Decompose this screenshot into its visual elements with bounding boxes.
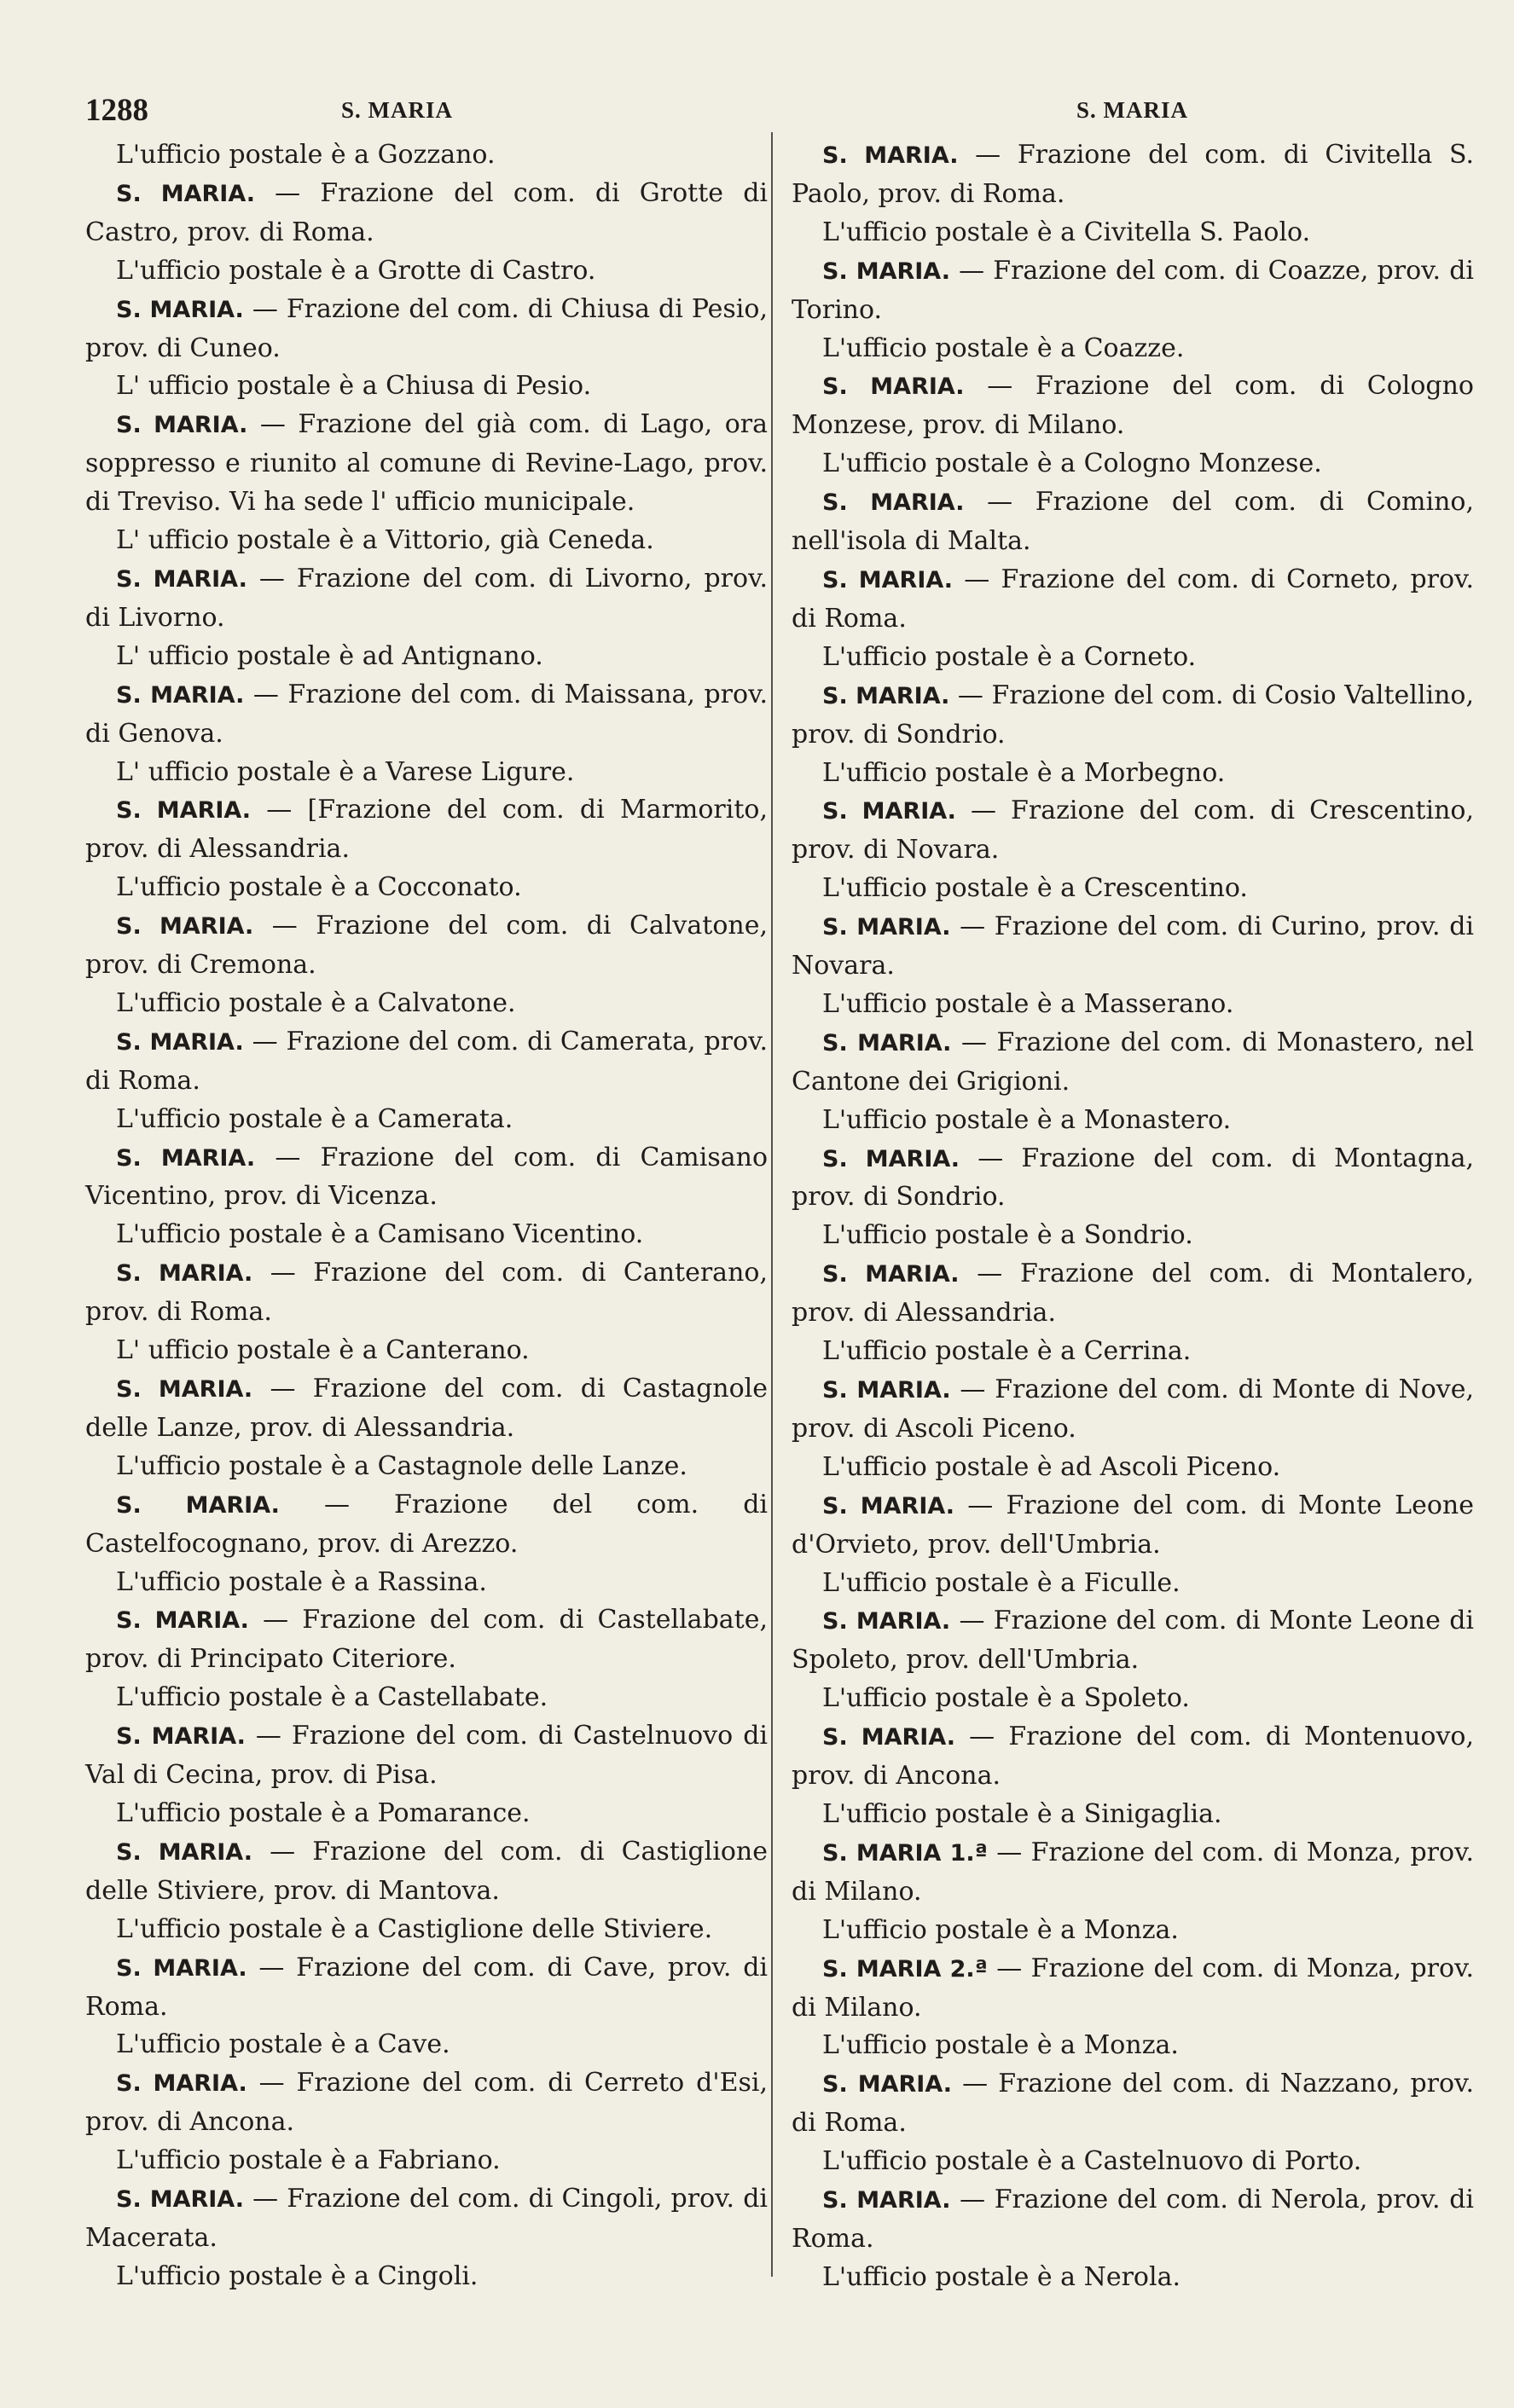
entry-heading: S. MARIA. xyxy=(116,1491,280,1519)
gazetteer-entry xyxy=(792,1371,1474,1449)
entry-text: — Frazione del com. di Monte di Nove, prov. di Ascoli Piceno. xyxy=(792,1375,1475,1444)
postal-office-note: L'ufficio postale è a Castellabate. xyxy=(116,1682,548,1713)
postal-office-note: L'ufficio postale è a Cocconato. xyxy=(116,872,522,903)
gazetteer-entry xyxy=(792,483,1474,561)
entry-text: — Frazione del com. di Castelnuovo di Val di Cecina, prov. di Pisa. xyxy=(85,1721,769,1791)
postal-office-note: L'ufficio postale è a Corneto. xyxy=(822,641,1197,672)
left-column xyxy=(85,136,768,2296)
postal-office-note: L'ufficio postale è a Castiglione delle Stiviere. xyxy=(116,1913,713,1944)
entry-text: — Frazione del com. di Curino, prov. di Novara. xyxy=(792,912,1474,981)
postal-office-note: L'ufficio postale è a Monastero. xyxy=(822,1104,1232,1135)
postal-office-note: L' ufficio postale è a Varese Ligure. xyxy=(116,756,575,787)
right-column xyxy=(792,136,1474,2297)
postal-office-note: L'ufficio postale è a Calvatone. xyxy=(116,987,516,1018)
entry-text: — Frazione del com. di Castelfocognano, prov. di Arezzo. xyxy=(85,1489,768,1559)
gazetteer-entry xyxy=(85,1486,768,1564)
postal-office-note: L'ufficio postale è a Cologno Monzese. xyxy=(822,449,1322,479)
postal-office-note: L' ufficio postale è a Canterano. xyxy=(116,1335,530,1366)
entry-text: — Frazione del com. di Montalero, prov. di Alessandria. xyxy=(792,1259,1474,1328)
gazetteer-entry xyxy=(792,908,1474,986)
gazetteer-entry xyxy=(792,1487,1474,1565)
entry-heading: S. MARIA. xyxy=(822,373,965,401)
entry-text: — Frazione del com. di Monte Leone d'Orvieto, prov. dell'Umbria. xyxy=(792,1490,1474,1560)
postal-office-note: L'ufficio postale è a Castagnole delle Lanze. xyxy=(116,1450,687,1481)
entry-heading: S. MARIA. xyxy=(116,1607,249,1635)
page-number: 1288 xyxy=(85,93,148,128)
entry-text: — Frazione del com. di Cerreto d'Esi, prov. di Ancona. xyxy=(85,2068,768,2138)
page-header xyxy=(0,92,1514,135)
entry-text: — Frazione del com. di Cosio Valtellino, prov. di Sondrio. xyxy=(792,680,1474,750)
gazetteer-entry xyxy=(792,1834,1474,1912)
postal-office-note: L'ufficio postale è a Morbegno. xyxy=(822,757,1226,788)
entry-text: — Frazione del com. di Cingoli, prov. di Macerata. xyxy=(85,2184,769,2253)
postal-office-note: L'ufficio postale è a Spoleto. xyxy=(822,1683,1190,1714)
gazetteer-entry xyxy=(85,1023,768,1101)
postal-office-note: L'ufficio postale è a Monza. xyxy=(822,2030,1179,2061)
gazetteer-entry xyxy=(85,907,768,985)
entry-heading: S. MARIA. xyxy=(116,1376,253,1403)
entry-heading: S. MARIA. xyxy=(822,914,951,941)
gazetteer-entry xyxy=(85,1717,768,1795)
entry-text: — Frazione del com. di Comino, nell'isola di Malta. xyxy=(792,487,1474,557)
entry-heading: S. MARIA. xyxy=(822,489,965,517)
entry-heading: S. MARIA. xyxy=(822,1029,952,1056)
running-head-left: S. MARIA xyxy=(341,97,454,123)
postal-office-note: L'ufficio postale è a Sinigaglia. xyxy=(822,1798,1222,1829)
entry-heading: S. MARIA 2.ª xyxy=(822,1955,988,1983)
gazetteer-entry xyxy=(85,175,768,252)
entry-text: — Frazione del com. di Cave, prov. di Roma. xyxy=(85,1952,769,2022)
entry-text: — Frazione del com. di Crescentino, prov. di Novara. xyxy=(792,796,1475,865)
gazetteer-entry xyxy=(85,1949,768,2027)
entry-text: — Frazione del com. di Livorno, prov. di Livorno. xyxy=(85,563,768,633)
entry-heading: S. MARIA. xyxy=(822,258,950,285)
entry-heading: S. MARIA. xyxy=(822,2071,952,2098)
gazetteer-entry xyxy=(85,791,768,869)
gazetteer-entry xyxy=(85,2064,768,2142)
entry-text: — Frazione del com. di Camisano Vicentino, prov. di Vicenza. xyxy=(85,1142,768,1212)
entry-heading: S. MARIA. xyxy=(822,798,956,825)
gazetteer-entry xyxy=(792,1024,1474,1102)
entry-heading: S. MARIA. xyxy=(822,1724,955,1751)
entry-heading: S. MARIA. xyxy=(822,566,954,593)
entry-heading: S. MARIA. xyxy=(822,1608,951,1635)
postal-office-note: L'ufficio postale è a Civitella S. Paolo. xyxy=(822,217,1311,247)
entry-heading: S. MARIA. xyxy=(116,797,252,825)
gazetteer-entry xyxy=(792,1140,1474,1218)
entry-text: — Frazione del com. di Nazzano, prov. di Roma. xyxy=(792,2069,1474,2139)
entry-heading: S. MARIA. xyxy=(116,1838,252,1866)
gazetteer-entry xyxy=(792,1950,1474,2028)
entry-text: — Frazione del com. di Montagna, prov. di Sondrio. xyxy=(792,1143,1475,1213)
gazetteer-entry xyxy=(792,252,1474,330)
entry-text: — Frazione del com. di Camerata, prov. di Roma. xyxy=(85,1026,768,1096)
entry-text: — [Frazione del com. di Marmorito, prov. di Alessandria. xyxy=(85,795,768,865)
entry-text: — Frazione del com. di Castagnole delle Lanze, prov. di Alessandria. xyxy=(85,1374,769,1443)
entry-heading: S. MARIA. xyxy=(116,2070,247,2098)
postal-office-note: L'ufficio postale è a Castelnuovo di Porto. xyxy=(822,2146,1362,2177)
entry-text: — Frazione del com. di Monza, prov. di Milano. xyxy=(792,1837,1474,1907)
entry-heading: S. MARIA. xyxy=(116,2186,244,2214)
gazetteer-entry xyxy=(85,1370,768,1448)
entry-heading: S. MARIA. xyxy=(116,180,255,207)
postal-office-note: L'ufficio postale è a Cerrina. xyxy=(822,1336,1192,1367)
gazetteer-entry xyxy=(85,1601,768,1679)
entry-text: — Frazione del com. di Monte Leone di Spoleto, prov. dell'Umbria. xyxy=(792,1606,1474,1676)
gazetteer-entry xyxy=(792,1255,1474,1333)
entry-heading: S. MARIA. xyxy=(116,1260,253,1288)
postal-office-note: L'ufficio postale è a Rassina. xyxy=(116,1566,487,1597)
postal-office-note: L'ufficio postale è a Gozzano. xyxy=(116,140,496,170)
entry-text: — Frazione del com. di Calvatone, prov. di Cremona. xyxy=(85,911,768,981)
entry-heading: S. MARIA. xyxy=(116,412,248,439)
postal-office-note: L'ufficio postale è a Camerata. xyxy=(116,1103,513,1134)
entry-text: — Frazione del com. di Monastero, nel Cantone dei Grigioni. xyxy=(792,1027,1474,1097)
postal-office-note: L' ufficio postale è a Vittorio, già Ceneda. xyxy=(116,525,654,556)
entry-heading: S. MARIA. xyxy=(822,1145,960,1172)
entry-text: — Frazione del com. di Cologno Monzese, prov. di Milano. xyxy=(792,371,1474,441)
gazetteer-entry xyxy=(792,792,1474,870)
postal-office-note: L'ufficio postale è ad Ascoli Piceno. xyxy=(822,1451,1281,1482)
gazetteer-entry xyxy=(792,1602,1474,1680)
postal-office-note: L'ufficio postale è a Sondrio. xyxy=(822,1220,1193,1251)
gazetteer-entry xyxy=(792,561,1474,639)
entry-heading: S. MARIA. xyxy=(116,1144,256,1172)
entry-text: — Frazione del com. di Montenuovo, prov. di Ancona. xyxy=(792,1722,1474,1792)
gazetteer-entry xyxy=(85,1833,768,1911)
postal-office-note: L'ufficio postale è a Pomarance. xyxy=(116,1797,531,1828)
entry-heading: S. MARIA 1.ª xyxy=(822,1839,988,1867)
entry-heading: S. MARIA. xyxy=(822,1261,960,1288)
postal-office-note: L' ufficio postale è ad Antignano. xyxy=(116,640,543,671)
gazetteer-entry xyxy=(792,368,1474,445)
entry-heading: S. MARIA. xyxy=(822,1492,955,1519)
entry-text: — Frazione del com. di Grotte di Castro, prov. di Roma. xyxy=(85,177,769,247)
gazetteer-entry xyxy=(85,1139,768,1217)
entry-heading: S. MARIA. xyxy=(822,142,959,169)
entry-text: — Frazione del com. di Chiusa di Pesio, prov. di Cuneo. xyxy=(85,293,768,363)
postal-office-note: L'ufficio postale è a Ficulle. xyxy=(822,1567,1180,1598)
entry-heading: S. MARIA. xyxy=(116,913,254,941)
entry-heading: S. MARIA. xyxy=(822,1377,951,1404)
postal-office-note: L'ufficio postale è a Camisano Vicentino. xyxy=(116,1219,644,1250)
postal-office-note: L'ufficio postale è a Fabriano. xyxy=(116,2145,501,2176)
postal-office-note: L'ufficio postale è a Crescentino. xyxy=(822,873,1248,904)
postal-office-note: L'ufficio postale è a Monza. xyxy=(822,1914,1179,1945)
column-divider xyxy=(771,132,773,2277)
postal-office-note: L'ufficio postale è a Masserano. xyxy=(822,988,1234,1019)
entry-heading: S. MARIA. xyxy=(822,682,950,709)
postal-office-note: L'ufficio postale è a Nerola. xyxy=(822,2261,1181,2292)
postal-office-note: L'ufficio postale è a Cave. xyxy=(116,2029,450,2060)
entry-heading: S. MARIA. xyxy=(116,1723,246,1751)
entry-text: — Frazione del già com. di Lago, ora soppresso e riunito al comune di Revine-Lago, prov. di Treviso. Vi ha sede l' ufficio municipale. xyxy=(85,409,768,518)
entry-heading: S. MARIA. xyxy=(116,1028,244,1056)
entry-text: — Frazione del com. di Castiglione delle Stiviere, prov. di Mantova. xyxy=(85,1836,768,1906)
entry-text: — Frazione del com. di Coazze, prov. di Torino. xyxy=(792,255,1475,325)
entry-heading: S. MARIA. xyxy=(116,565,247,593)
gazetteer-entry xyxy=(85,560,768,638)
gazetteer-entry xyxy=(792,2181,1474,2259)
entry-text: — Frazione del com. di Castellabate, prov. di Principato Citeriore. xyxy=(85,1605,768,1675)
gazetteer-entry xyxy=(792,136,1474,214)
entry-heading: S. MARIA. xyxy=(116,1954,247,1982)
gazetteer-entry xyxy=(85,406,768,522)
postal-office-note: L'ufficio postale è a Cingoli. xyxy=(116,2260,479,2291)
postal-office-note: L'ufficio postale è a Coazze. xyxy=(822,333,1185,363)
gazetteer-entry xyxy=(792,2065,1474,2143)
entry-text: — Frazione del com. di Maissana, prov. di Genova. xyxy=(85,679,768,749)
entry-heading: S. MARIA. xyxy=(822,2187,951,2214)
gazetteer-entry xyxy=(792,677,1474,755)
entry-text: — Frazione del com. di Civitella S. Paolo, prov. di Roma. xyxy=(792,140,1474,209)
gazetteer-entry xyxy=(85,291,768,368)
running-head-right: S. MARIA xyxy=(1076,97,1189,123)
entry-text: — Frazione del com. di Canterano, prov. di Roma. xyxy=(85,1258,768,1328)
entry-heading: S. MARIA. xyxy=(116,296,244,323)
gazetteer-entry xyxy=(85,676,768,754)
entry-text: — Frazione del com. di Nerola, prov. di Roma. xyxy=(792,2185,1474,2254)
postal-office-note: L' ufficio postale è a Chiusa di Pesio. xyxy=(116,371,592,402)
entry-text: — Frazione del com. di Monza, prov. di Milano. xyxy=(792,1953,1474,2023)
entry-text: — Frazione del com. di Corneto, prov. di Roma. xyxy=(792,564,1474,634)
gazetteer-entry xyxy=(792,1718,1474,1796)
postal-office-note: L'ufficio postale è a Grotte di Castro. xyxy=(116,255,596,286)
gazetteer-entry xyxy=(85,2180,768,2258)
gazetteer-entry xyxy=(85,1254,768,1332)
entry-heading: S. MARIA. xyxy=(116,681,245,709)
